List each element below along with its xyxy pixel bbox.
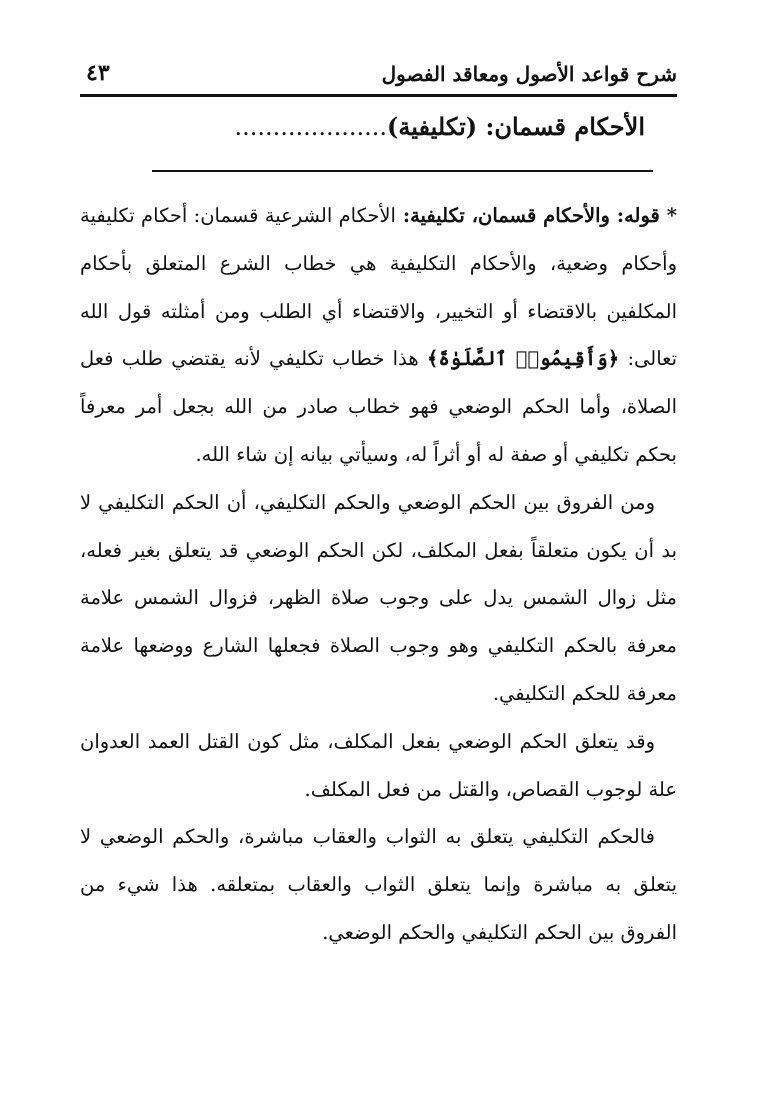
- paragraph-4: فالحكم التكليفي يتعلق به الثواب والعقاب مباشرة، والحكم الوضعي لا يتعلق به مباشرة وإنما يتعلق الثواب والعقاب بمتعلقه. هذا شيء من الفروق بين الحكم التكليفي والحكم الوضعي.: [80, 825, 677, 944]
- paragraph-1: [80, 192, 677, 479]
- running-header: [80, 60, 677, 97]
- paragraph-2: ومن الفروق بين الحكم الوضعي والحكم التكليفي، أن الحكم التكليفي لا بد أن يكون متعلقاً بفعل المكلف، لكن الحكم الوضعي قد يتعلق بغير فعله، مثل زوال الشمس يدل على وجوب صلاة الظهر، فزوال الشمس علامة معرفة بالحكم التكليفي وهو وجوب الصلاة فجعلها الشارع ووضعها علامة معرفة للحكم التكليفي.: [80, 490, 677, 705]
- paragraph-text: الأحكام الشرعية قسمان: أحكام تكليفية وأحكام وضعية، والأحكام التكليفية هي خطاب الشرع المتعلق بأحكام المكلفين بالاقتضاء أو التخيير، والاقتضاء أي الطلب ومن أمثلته قول الله تعالى:: [80, 204, 677, 371]
- running-title: شرح قواعد الأصول ومعاقد الفصول: [381, 62, 677, 86]
- quran-verse: ﴿وَأَقِيمُوا۟ ٱلصَّلَوٰةَ﴾: [426, 347, 620, 371]
- commentary-body: [80, 192, 677, 957]
- paragraph-text: هذا خطاب تكليفي لأنه يقتضي طلب فعل الصلاة، وأما الحكم الوضعي فهو خطاب صادر من الله بجعل أمر معرفاً بحكم تكليفي أو صفة له أو أثراً له، وسيأتي بيانه إن شاء الله.: [80, 347, 677, 466]
- matn-line: [234, 112, 645, 141]
- paragraph-lead: * قوله: والأحكام قسمان، تكليفية:: [395, 204, 677, 227]
- paragraph-3: وقد يتعلق الحكم الوضعي بفعل المكلف، مثل كون القتل العمد العدوان علة لوجوب القصاص، والقتل من فعل المكلف.: [80, 729, 677, 801]
- page-number: ٤٣: [86, 60, 110, 86]
- matn-dots: ....................: [234, 113, 388, 141]
- matn-text: الأحكام قسمان: (تكليفية): [387, 112, 645, 141]
- matn-separator: [152, 170, 653, 172]
